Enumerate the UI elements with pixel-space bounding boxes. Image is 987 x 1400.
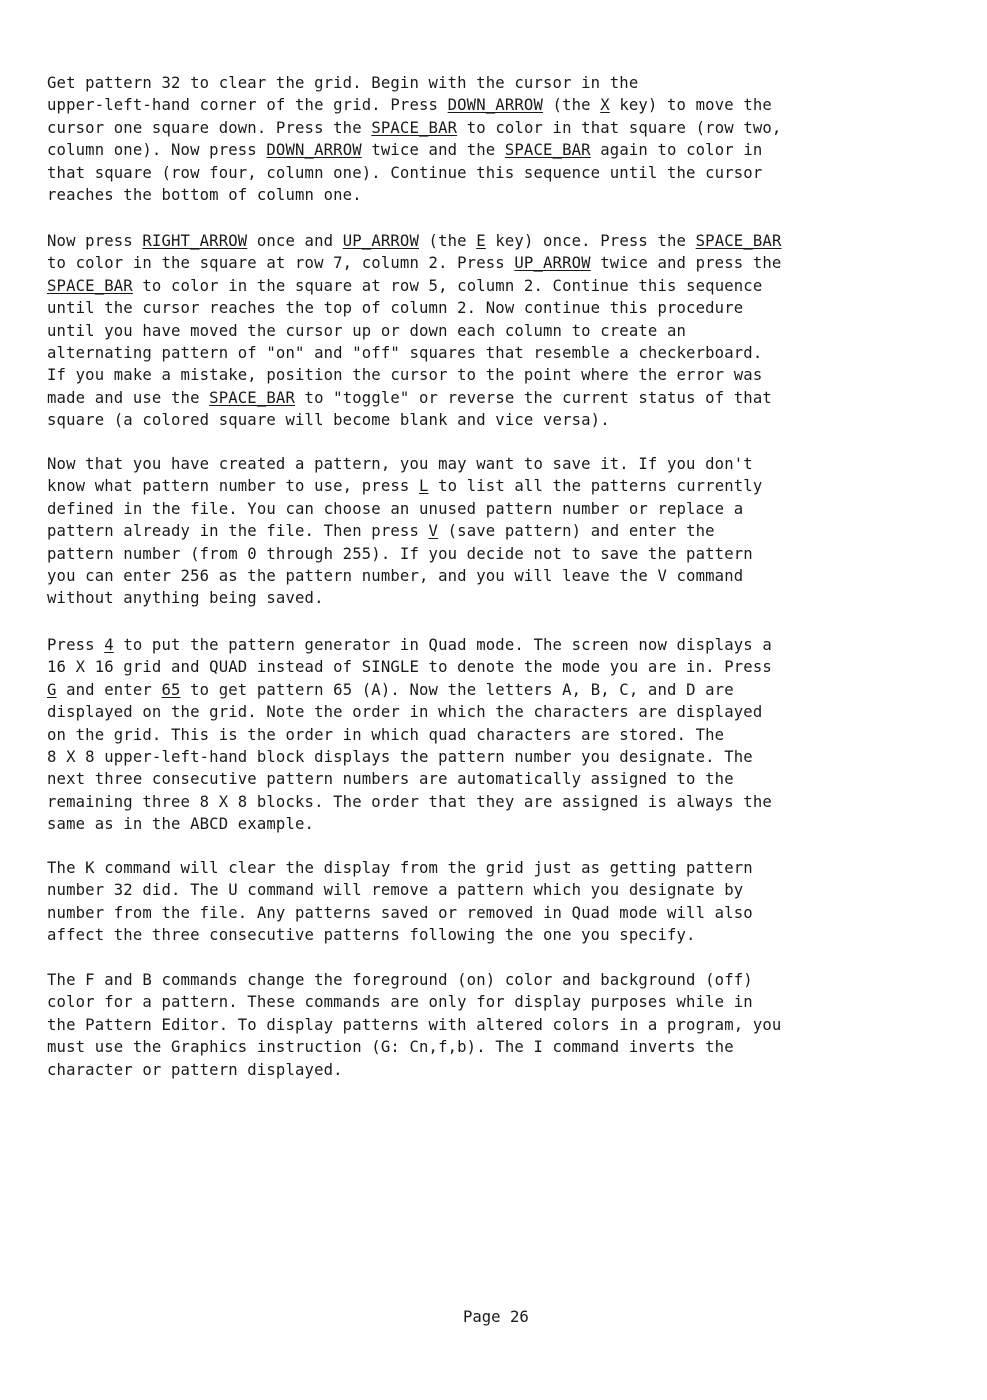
text-line: column one). Now press DOWN_ARROW twice and the SPACE_BAR again to color in [47, 141, 763, 160]
text-line: without anything being saved. [47, 589, 324, 608]
paragraph-clear-grid [47, 72, 781, 206]
text-line: until you have moved the cursor up or down each column to create an [47, 321, 687, 340]
text-line: cursor one square down. Press the SPACE_BAR to color in that square (row two, [47, 118, 782, 137]
text-line: upper-left-hand corner of the grid. Press DOWN_ARROW (the X key) to move the [47, 96, 772, 115]
paragraph-quad-mode [47, 634, 772, 836]
text-line: displayed on the grid. Note the order in which the characters are displayed [47, 703, 763, 722]
text-line: Now that you have created a pattern, you may want to save it. If you don't [47, 455, 753, 473]
text-line: 8 X 8 upper-left-hand block displays the pattern number you designate. The [47, 747, 753, 766]
text-line: to color in the square at row 7, column 2. Press UP_ARROW twice and press the [47, 254, 782, 273]
text-line: on the grid. This is the order in which quad characters are stored. The [47, 725, 725, 744]
text-line: until the cursor reaches the top of column 2. Now continue this procedure [47, 299, 744, 318]
text-line: SPACE_BAR to color in the square at row 5, column 2. Continue this sequence [47, 276, 763, 295]
text-line: Get pattern 32 to clear the grid. Begin with the cursor in the [47, 74, 639, 92]
text-line: affect the three consecutive patterns following the one you specify. [47, 926, 696, 945]
text-line: remaining three 8 X 8 blocks. The order that they are assigned is always the [47, 792, 772, 811]
paragraph-f-b-i-commands [47, 969, 781, 1081]
text-line: square (a colored square will become blank and vice versa). [47, 411, 610, 430]
text-line: G and enter 65 to get pattern 65 (A). Now the letters A, B, C, and D are [47, 680, 734, 699]
text-line: The F and B commands change the foreground (on) color and background (off) [47, 971, 753, 989]
text-line: number 32 did. The U command will remove a pattern which you designate by [47, 881, 744, 900]
text-line: 16 X 16 grid and QUAD instead of SINGLE to denote the mode you are in. Press [47, 658, 772, 677]
text-line: next three consecutive pattern numbers are automatically assigned to the [47, 770, 734, 789]
text-line: The K command will clear the display from the grid just as getting pattern [47, 859, 753, 877]
text-line: color for a pattern. These commands are only for display purposes while in [47, 993, 753, 1012]
text-line: know what pattern number to use, press L to list all the patterns currently [47, 477, 763, 496]
paragraph-save-pattern [47, 453, 762, 610]
text-line: you can enter 256 as the pattern number, and you will leave the V command [47, 566, 744, 585]
text-line: Now press RIGHT_ARROW once and UP_ARROW (the E key) once. Press the SPACE_BAR [47, 232, 782, 250]
text-line: reaches the bottom of column one. [47, 185, 362, 204]
text-line: alternating pattern of "on" and "off" squares that resemble a checkerboard. [47, 343, 763, 362]
text-line: same as in the ABCD example. [47, 815, 315, 834]
text-line: number from the file. Any patterns saved or removed in Quad mode will also [47, 903, 753, 922]
text-line: character or pattern displayed. [47, 1060, 343, 1079]
paragraph-k-u-commands [47, 857, 753, 947]
text-line: Press 4 to put the pattern generator in Quad mode. The screen now displays a [47, 636, 772, 654]
text-line: must use the Graphics instruction (G: Cn,f,b). The I command inverts the [47, 1038, 734, 1057]
text-line: that square (row four, column one). Continue this sequence until the cursor [47, 163, 763, 182]
paragraph-checkerboard [47, 230, 782, 432]
text-line: made and use the SPACE_BAR to "toggle" or reverse the current status of that [47, 388, 772, 407]
page-number: Page 26 [463, 1308, 529, 1326]
text-line: If you make a mistake, position the cursor to the point where the error was [47, 366, 763, 385]
text-line: pattern already in the file. Then press V (save pattern) and enter the [47, 522, 715, 541]
text-line: defined in the file. You can choose an unused pattern number or replace a [47, 499, 744, 518]
text-line: the Pattern Editor. To display patterns with altered colors in a program, you [47, 1015, 782, 1034]
text-line: pattern number (from 0 through 255). If you decide not to save the pattern [47, 544, 753, 563]
